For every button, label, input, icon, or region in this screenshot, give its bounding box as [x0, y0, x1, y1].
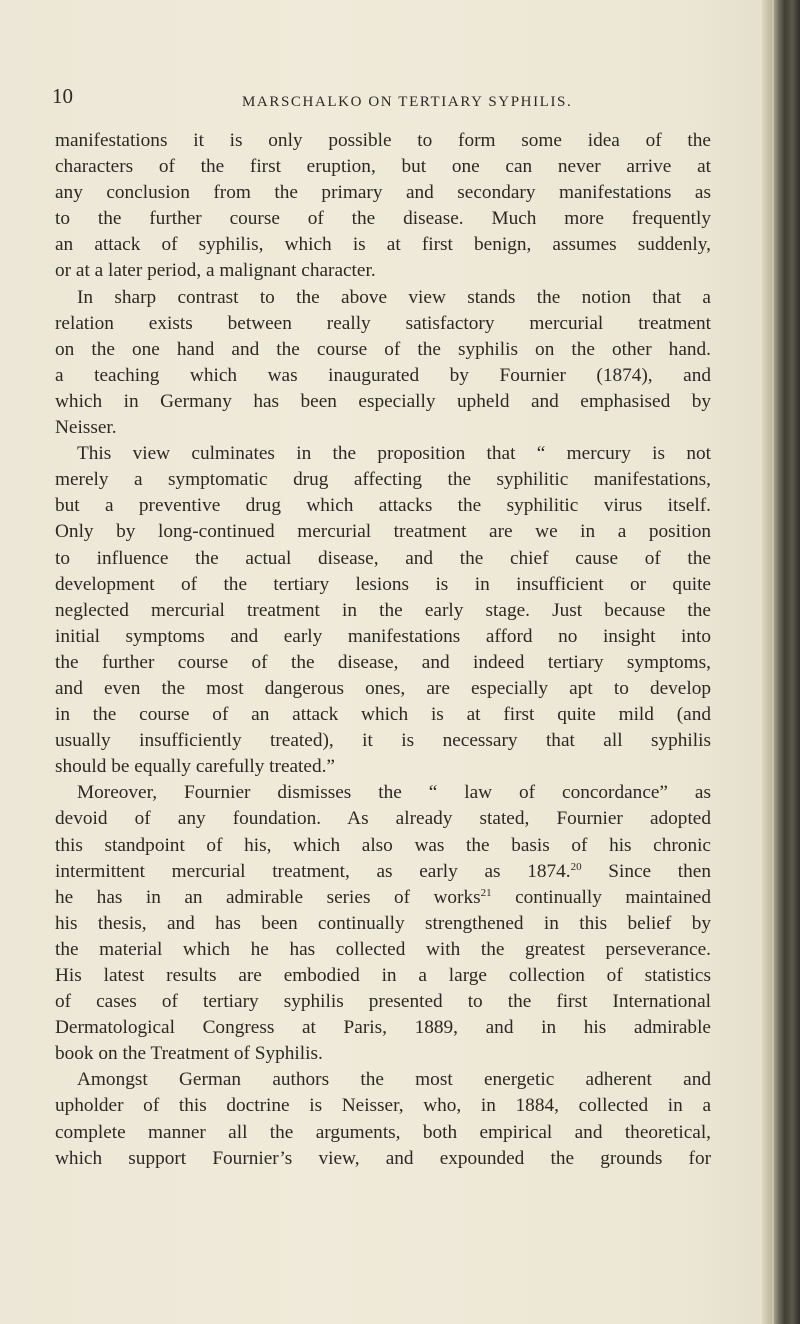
- text-line: the further course of the disease, and indeed tertiary symptoms,: [55, 651, 711, 673]
- text-line: in the course of an attack which is at first quite mild (and: [55, 704, 711, 726]
- text-line: Dermatological Congress at Paris, 1889, and in his admirable: [55, 1017, 711, 1039]
- text-line: merely a symptomatic drug affecting the syphilitic manifestations,: [55, 469, 711, 491]
- text-line: devoid of any foundation. As already stated, Fournier adopted: [55, 808, 711, 830]
- text-line: this standpoint of his, which also was the basis of his chronic: [55, 834, 711, 856]
- page-header: [52, 84, 752, 114]
- page-number: 10: [52, 84, 73, 108]
- text-line: any conclusion from the primary and secondary manifestations as: [55, 182, 711, 204]
- text-segment: continually maintained: [515, 886, 711, 908]
- text-line: development of the tertiary lesions is in insufficient or quite: [55, 573, 711, 595]
- text-line-with-footnote: [55, 859, 711, 885]
- text-line: to influence the actual disease, and the chief cause of the: [55, 547, 711, 569]
- text-line: or at a later period, a malignant character.: [55, 260, 376, 282]
- text-line: a teaching which was inaugurated by Fournier (1874), and: [55, 364, 711, 386]
- text-line: an attack of syphilis, which is at first benign, assumes suddenly,: [55, 234, 711, 256]
- text-line: which support Fournier’s view, and expounded the grounds for: [55, 1147, 711, 1169]
- text-line: neglected mercurial treatment in the early stage. Just because the: [55, 599, 711, 621]
- text-line: manifestations it is only possible to form some idea of the: [55, 130, 711, 151]
- text-segment: Since then: [608, 860, 711, 882]
- text-line: In sharp contrast to the above view stands the notion that a: [77, 286, 711, 308]
- text-line: initial symptoms and early manifestations afford no insight into: [55, 625, 711, 647]
- text-line: and even the most dangerous ones, are especially apt to develop: [55, 677, 711, 699]
- text-line-with-footnote: [55, 885, 711, 911]
- text-line: on the one hand and the course of the syphilis on the other hand.: [55, 338, 711, 360]
- text-line: the material which he has collected with the greatest perseverance.: [55, 938, 711, 960]
- text-line: should be equally carefully treated.”: [55, 756, 335, 778]
- text-line: upholder of this doctrine is Neisser, who, in 1884, collected in a: [55, 1095, 711, 1117]
- page-edge-line: [772, 0, 774, 1324]
- text-segment: he has in an admirable series of works: [55, 886, 481, 908]
- body-text: [55, 128, 711, 1172]
- text-line: his thesis, and has been continually strengthened in this belief by: [55, 912, 711, 934]
- text-line: but a preventive drug which attacks the syphilitic virus itself.: [55, 495, 711, 517]
- text-line: Amongst German authors the most energetic adherent and: [77, 1069, 711, 1091]
- text-line: characters of the first eruption, but one can never arrive at: [55, 156, 711, 178]
- book-spine-edge: [762, 0, 800, 1324]
- text-line: This view culminates in the proposition that “ mercury is not: [77, 443, 711, 465]
- text-line: Only by long-continued mercurial treatment are we in a position: [55, 521, 711, 543]
- running-head: MARSCHALKO ON TERTIARY SYPHILIS.: [242, 94, 573, 110]
- text-line: usually insufficiently treated), it is necessary that all syphilis: [55, 730, 711, 752]
- text-line: relation exists between really satisfactory mercurial treatment: [55, 312, 711, 334]
- text-line: Moreover, Fournier dismisses the “ law of concordance” as: [77, 782, 711, 804]
- text-line: complete manner all the arguments, both empirical and theoretical,: [55, 1121, 711, 1143]
- text-line: book on the Treatment of Syphilis.: [55, 1043, 323, 1065]
- footnote-ref: 21: [480, 886, 492, 899]
- footnote-ref: 20: [570, 860, 582, 873]
- text-line: Neisser.: [55, 417, 117, 439]
- text-line: to the further course of the disease. Much more frequently: [55, 208, 711, 230]
- text-segment: intermittent mercurial treatment, as early as 1874.: [55, 860, 571, 882]
- text-line: which in Germany has been especially upheld and emphasised by: [55, 390, 711, 412]
- text-line: of cases of tertiary syphilis presented to the first International: [55, 991, 711, 1013]
- text-line: His latest results are embodied in a large collection of statistics: [55, 965, 711, 986]
